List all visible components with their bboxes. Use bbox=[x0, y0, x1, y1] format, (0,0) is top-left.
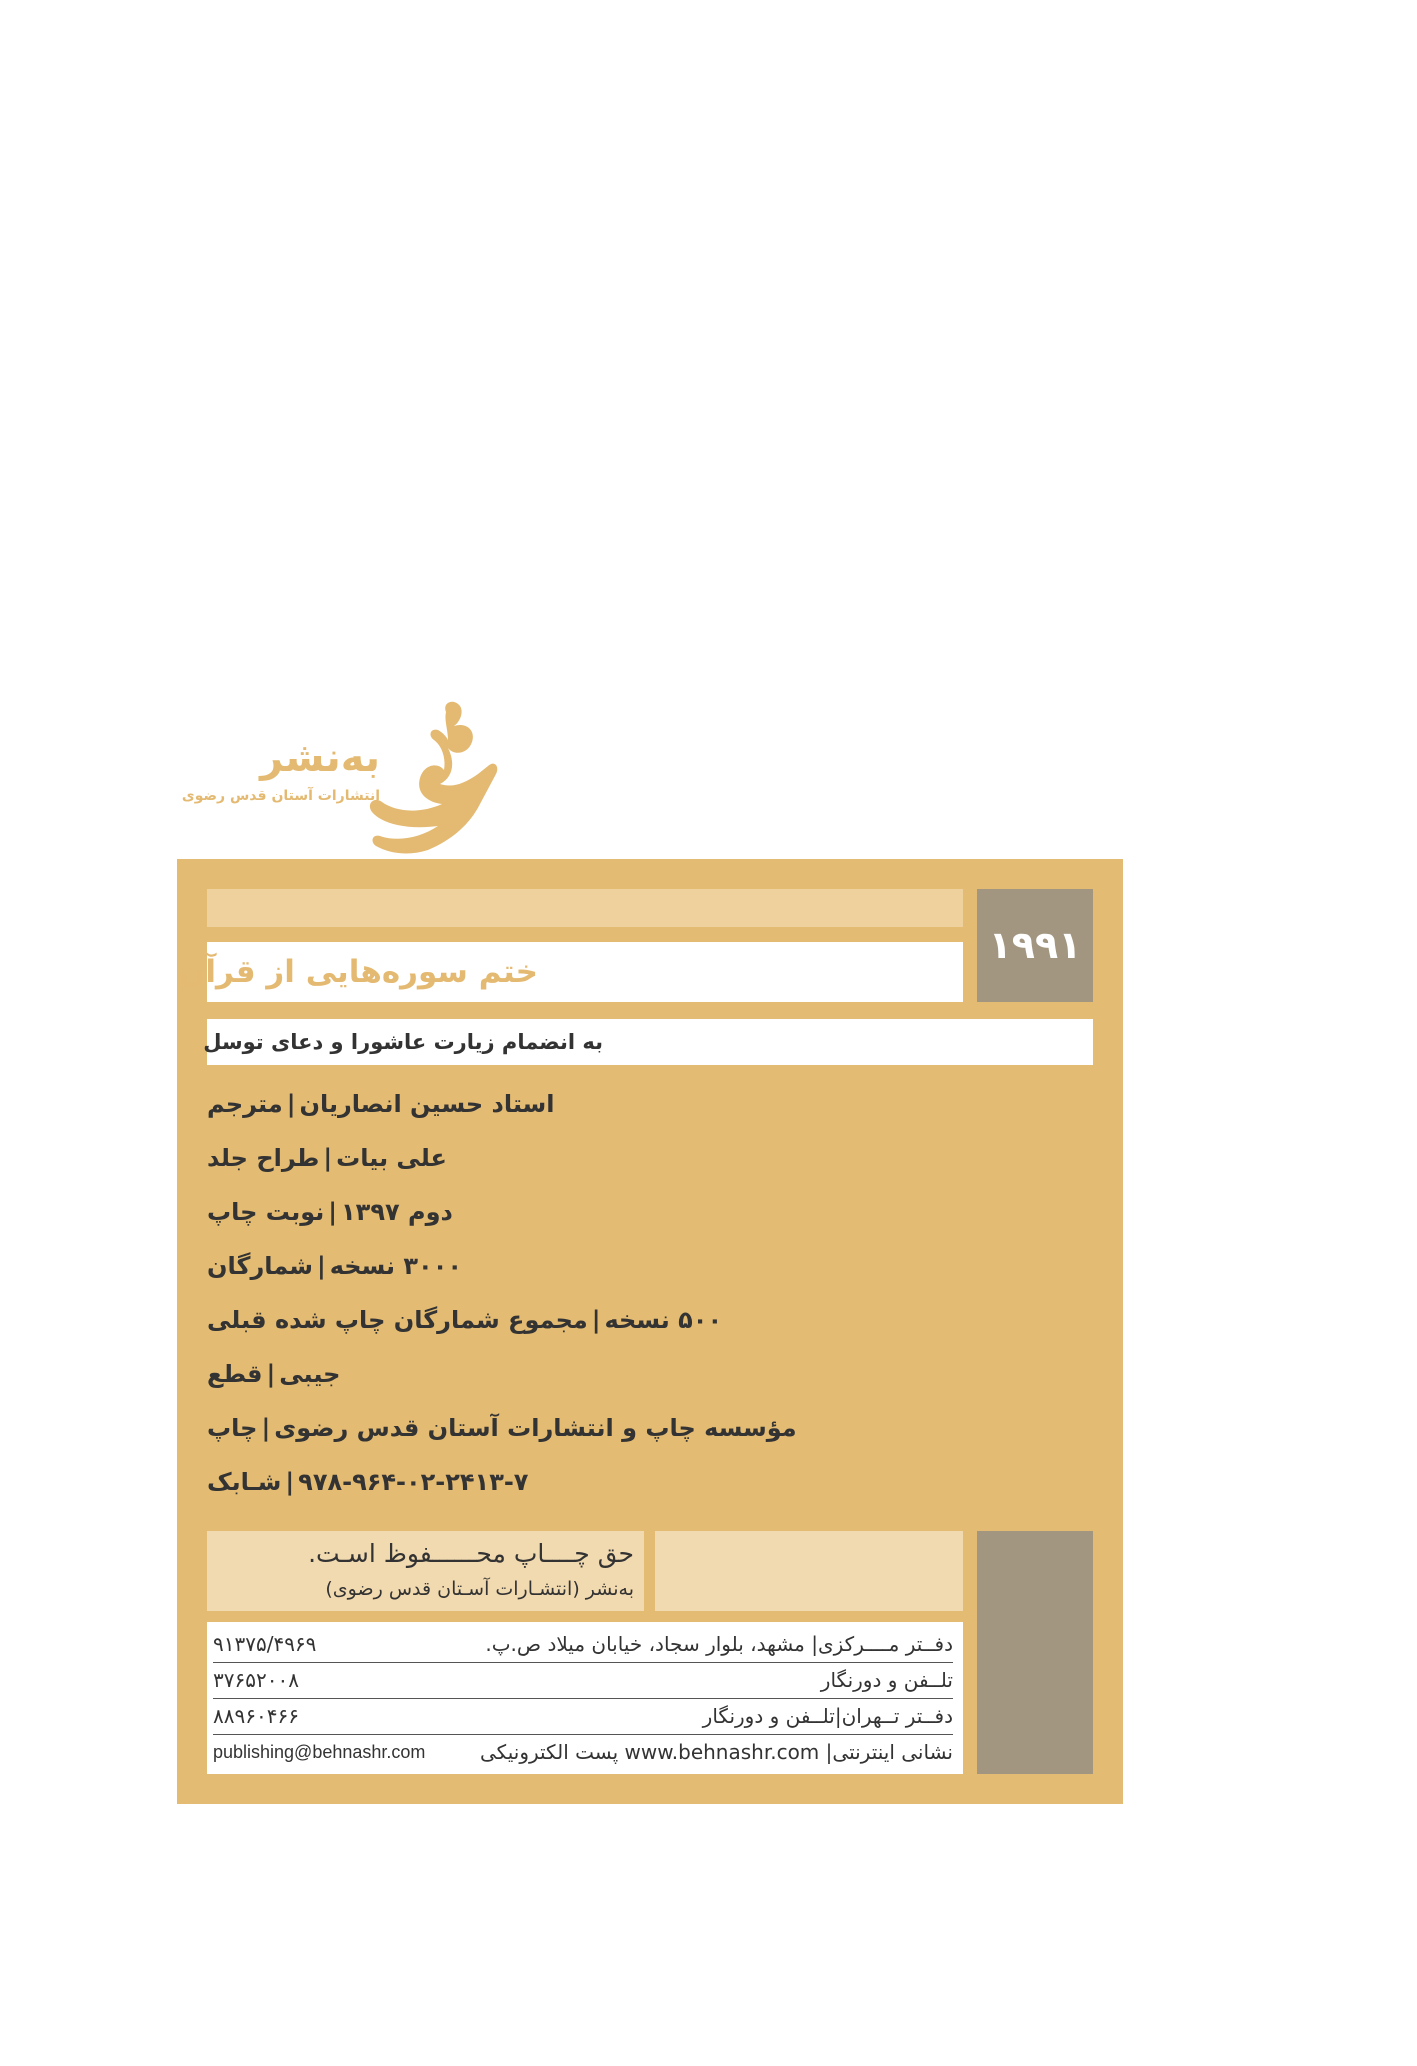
credit-isbn: ۹۷۸-۹۶۴-۰۲-۲۴۱۳-۷|شـابک bbox=[207, 1468, 529, 1496]
title-box bbox=[178, 942, 963, 1002]
top-decor-bar bbox=[207, 889, 963, 927]
behnashr-logo-icon bbox=[368, 700, 503, 855]
website-link[interactable]: نشانی اینترنتی| www.behnashr.com پست الکترونیکی bbox=[480, 1740, 953, 1764]
credit-print-run: ۳۰۰۰ نسخه|شمارگان bbox=[207, 1252, 462, 1280]
book-number: ۱۹۹۱ bbox=[977, 889, 1093, 1002]
credit-edition: دوم ۱۳۹۷|نوبت چاپ bbox=[207, 1198, 453, 1226]
grey-decor-block bbox=[977, 1531, 1093, 1774]
contact-tehran-office: دفــتر تــهران|تلــفن و دورنگار ۸۸۹۶۰۴۶۶ bbox=[213, 1698, 953, 1735]
credit-cover-designer: علی بیات|طراح جلد bbox=[207, 1144, 447, 1172]
book-info-panel bbox=[177, 859, 1123, 1804]
copyright-publisher: به‌نشر (انتشـارات آسـتان قدس رضوی) bbox=[325, 1578, 634, 1600]
credit-format: جیبی|قطع bbox=[207, 1360, 341, 1388]
publisher-logo-name: به‌نشر bbox=[260, 735, 380, 781]
contact-central-office: دفــتر مــــرکزی| مشهد، بلوار سجاد، خیابان میلاد ص.پ. ۹۱۳۷۵/۴۹۶۹ bbox=[213, 1626, 953, 1663]
contact-box bbox=[207, 1622, 963, 1774]
credit-printer: مؤسسه چاپ و انتشارات آستان قدس رضوی|چاپ bbox=[207, 1414, 797, 1442]
book-title: ختم سوره‌هایی از قرآن bbox=[178, 954, 538, 990]
email-link[interactable]: publishing@behnashr.com bbox=[213, 1742, 426, 1762]
publisher-logo-subtitle: انتشارات آستان قدس رضوی bbox=[181, 788, 380, 804]
copyright-decor-box bbox=[655, 1531, 963, 1611]
copyright-box bbox=[207, 1531, 644, 1611]
contact-phone-fax: تلــفن و دورنگار ۳۷۶۵۲۰۰۸ bbox=[213, 1662, 953, 1699]
subtitle-box bbox=[203, 1019, 1093, 1065]
credit-translator: استاد حسین انصاریان|مترجم bbox=[207, 1090, 555, 1118]
contact-web-email bbox=[213, 1734, 953, 1770]
credit-total-print-run: ۵۰۰ نسخه|مجموع شمارگان چاپ شده قبلی bbox=[207, 1306, 723, 1334]
book-subtitle: به انضمام زیارت عاشورا و دعای توسل bbox=[203, 1030, 603, 1054]
copyright-notice: حق چــــاپ محــــــفوظ اسـت. bbox=[308, 1539, 634, 1568]
